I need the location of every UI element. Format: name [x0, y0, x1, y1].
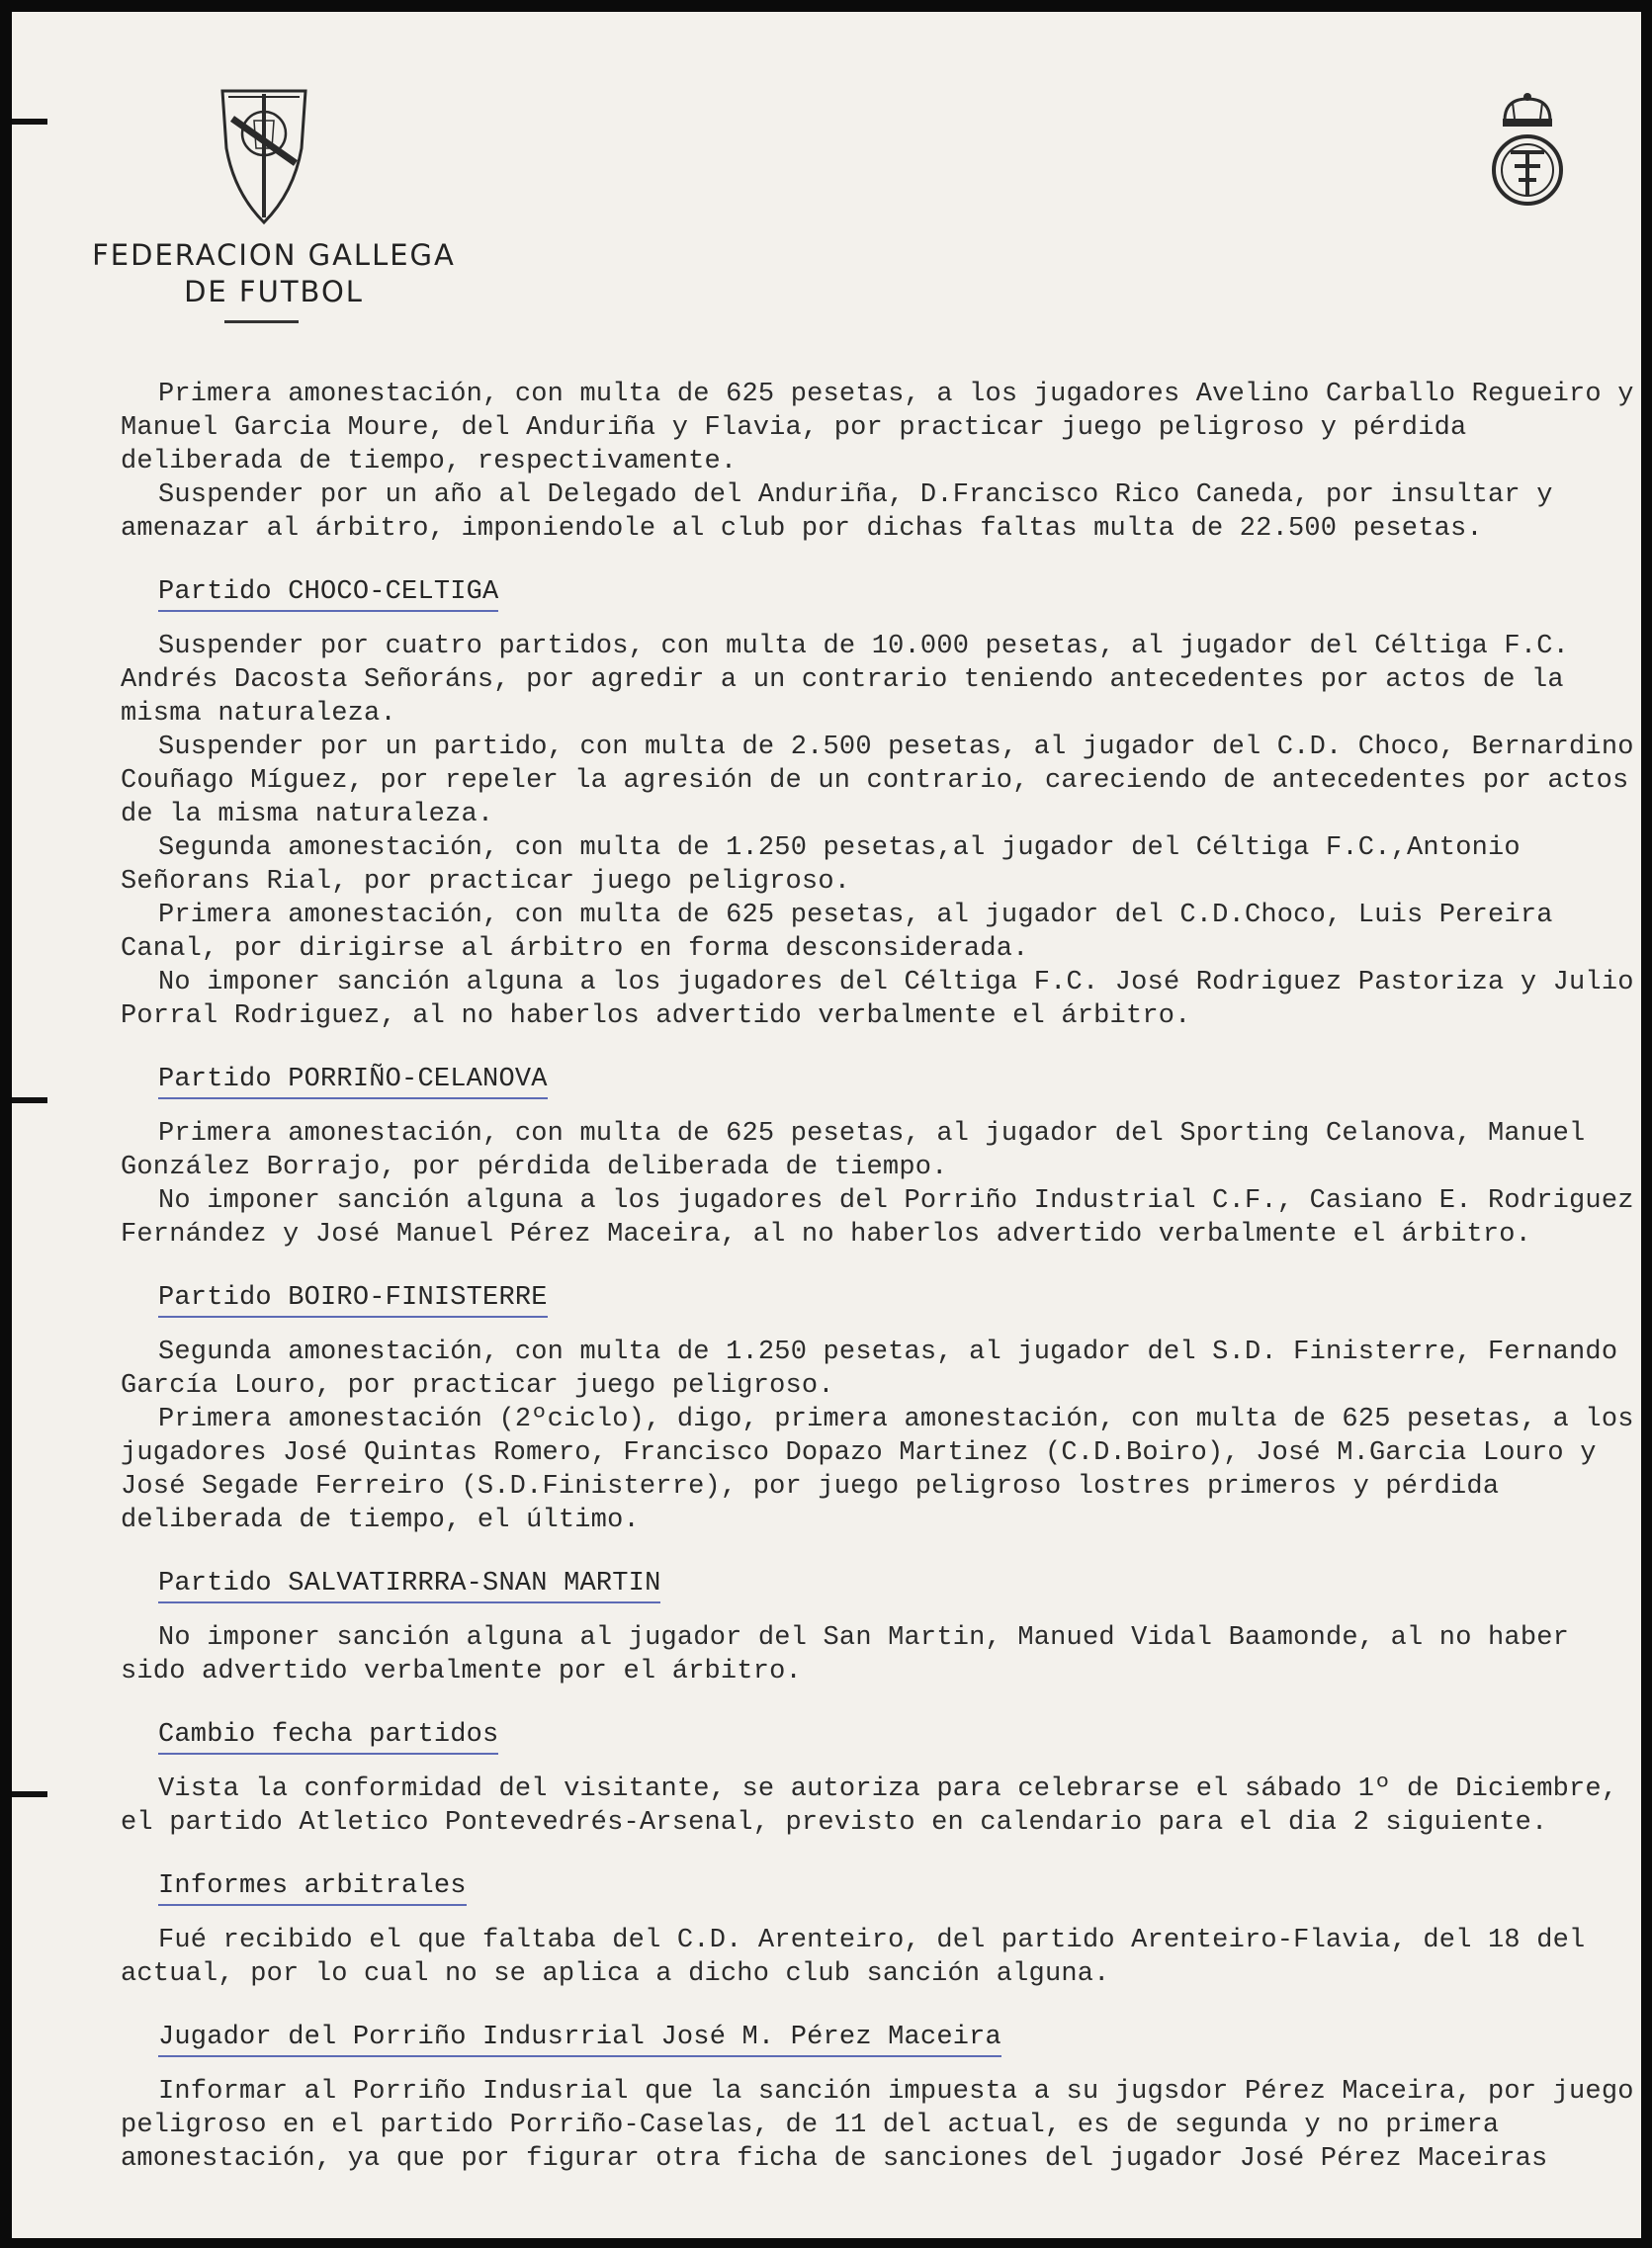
section-heading: Partido SALVATIRRRA-SNAN MARTIN — [158, 1567, 660, 1603]
document-body — [121, 378, 1641, 2176]
binding-hole-mark — [12, 119, 47, 125]
galician-federation-shield-icon — [215, 79, 313, 227]
paragraph: Suspender por cuatro partidos, con multa de 10.000 pesetas, al jugador del Céltiga F.C. Andrés Dacosta Señoráns, por agredir a un contrario teniendo antecedentes por actos de la misma naturaleza. — [121, 632, 1570, 729]
section-heading: Partido CHOCO-CELTIGA — [158, 575, 498, 612]
section-heading: Jugador del Porriño Indusrrial José M. Pérez Maceira — [158, 2021, 1001, 2057]
section-heading: Partido PORRIÑO-CELANOVA — [158, 1063, 548, 1099]
section-informes-arbitrales — [121, 1869, 1641, 1991]
paragraph: Primera amonestación, con multa de 625 pesetas, a los jugadores Avelino Carballo Regueiro y Manuel Garcia Moure, del Anduriña y Flavia, por practicar juego peligroso y pérdida deliberada de tiempo, respectivamente. — [121, 380, 1634, 476]
federation-name-line2: DE FUTBOL — [184, 275, 364, 308]
paragraph: Segunda amonestación, con multa de 1.250 pesetas, al jugador del S.D. Finisterre, Fernando García Louro, por practicar juego peligroso. — [121, 1338, 1618, 1401]
paragraph: Primera amonestación, con multa de 625 pesetas, al jugador del C.D.Choco, Luis Pereira Canal, por dirigirse al árbitro en forma desconsiderada. — [121, 901, 1553, 964]
paragraph: Suspender por un partido, con multa de 2.500 pesetas, al jugador del C.D. Choco, Bernardino Couñago Míguez, por repeler la agresión de un contrario, careciendo de antecedentes por actos de la misma naturaleza. — [121, 733, 1634, 829]
binding-hole-mark — [12, 1791, 47, 1797]
section-salvatierra-san-martin — [121, 1567, 1641, 1688]
section-choco-celtiga — [121, 575, 1641, 1033]
federation-name-line1: FEDERACION GALLEGA — [92, 238, 456, 272]
binding-hole-mark — [12, 1097, 47, 1103]
section-heading: Informes arbitrales — [158, 1869, 467, 1906]
paragraph: Fué recibido el que faltaba del C.D. Arenteiro, del partido Arenteiro-Flavia, del 18 del actual, por lo cual no se aplica a dicho club sanción alguna. — [121, 1926, 1586, 1989]
section-boiro-finisterre — [121, 1281, 1641, 1537]
paragraph: Segunda amonestación, con multa de 1.250 pesetas,al jugador del Céltiga F.C.,Antonio Señorans Rial, por practicar juego peligroso. — [121, 833, 1521, 897]
section-heading: Partido BOIRO-FINISTERRE — [158, 1281, 548, 1318]
paragraph: Suspender por un año al Delegado del Anduriña, D.Francisco Rico Caneda, por insultar y amenazar al árbitro, imponiendole al club por dichas faltas multa de 22.500 pesetas. — [121, 480, 1553, 544]
paragraph: Primera amonestación (2ºciclo), digo, primera amonestación, con multa de 625 pesetas, a los jugadores José Quintas Romero, Francisco Dopazo Martinez (C.D.Boiro), José M.Garcia Louro y José Segade Ferreiro (S.D.Finisterre), por juego peligroso lostres primeros y pérdida deliberada de tiempo, el último. — [121, 1405, 1634, 1535]
section-jugador-porrino — [121, 2021, 1641, 2176]
title-divider — [224, 320, 299, 323]
paragraph: No imponer sanción alguna al jugador del San Martin, Manued Vidal Baamonde, al no haber sido advertido verbalmente por el árbitro. — [121, 1623, 1570, 1686]
royal-spanish-federation-crest-icon — [1483, 91, 1572, 215]
paragraph: No imponer sanción alguna a los jugadores del Céltiga F.C. José Rodriguez Pastoriza y Julio Porral Rodriguez, al no haberlos advertido verbalmente el árbitro. — [121, 968, 1634, 1031]
federation-name — [66, 237, 481, 310]
intro-section — [121, 378, 1641, 546]
paragraph: Primera amonestación, con multa de 625 pesetas, al jugador del Sporting Celanova, Manuel González Borrajo, por pérdida deliberada de tiempo. — [121, 1119, 1586, 1182]
paragraph: Vista la conformidad del visitante, se autoriza para celebrarse el sábado 1º de Diciembre, el partido Atletico Pontevedrés-Arsenal, previsto en calendario para el dia 2 siguiente. — [121, 1774, 1618, 1838]
section-heading: Cambio fecha partidos — [158, 1718, 498, 1755]
paragraph: No imponer sanción alguna a los jugadores del Porriño Industrial C.F., Casiano E. Rodriguez Fernández y José Manuel Pérez Maceira, al no haberlos advertido verbalmente el árbitro. — [121, 1186, 1634, 1250]
paragraph: Informar al Porriño Indusrial que la sanción impuesta a su jugsdor Pérez Maceira, por juego peligroso en el partido Porriño-Caselas, de 11 del actual, es de segunda y no primera amonestación, ya que por figurar otra ficha de sanciones del jugador José Pérez Maceiras — [121, 2077, 1634, 2174]
section-cambio-fecha — [121, 1718, 1641, 1840]
document-page — [12, 12, 1641, 2238]
section-porrino-celanova — [121, 1063, 1641, 1252]
